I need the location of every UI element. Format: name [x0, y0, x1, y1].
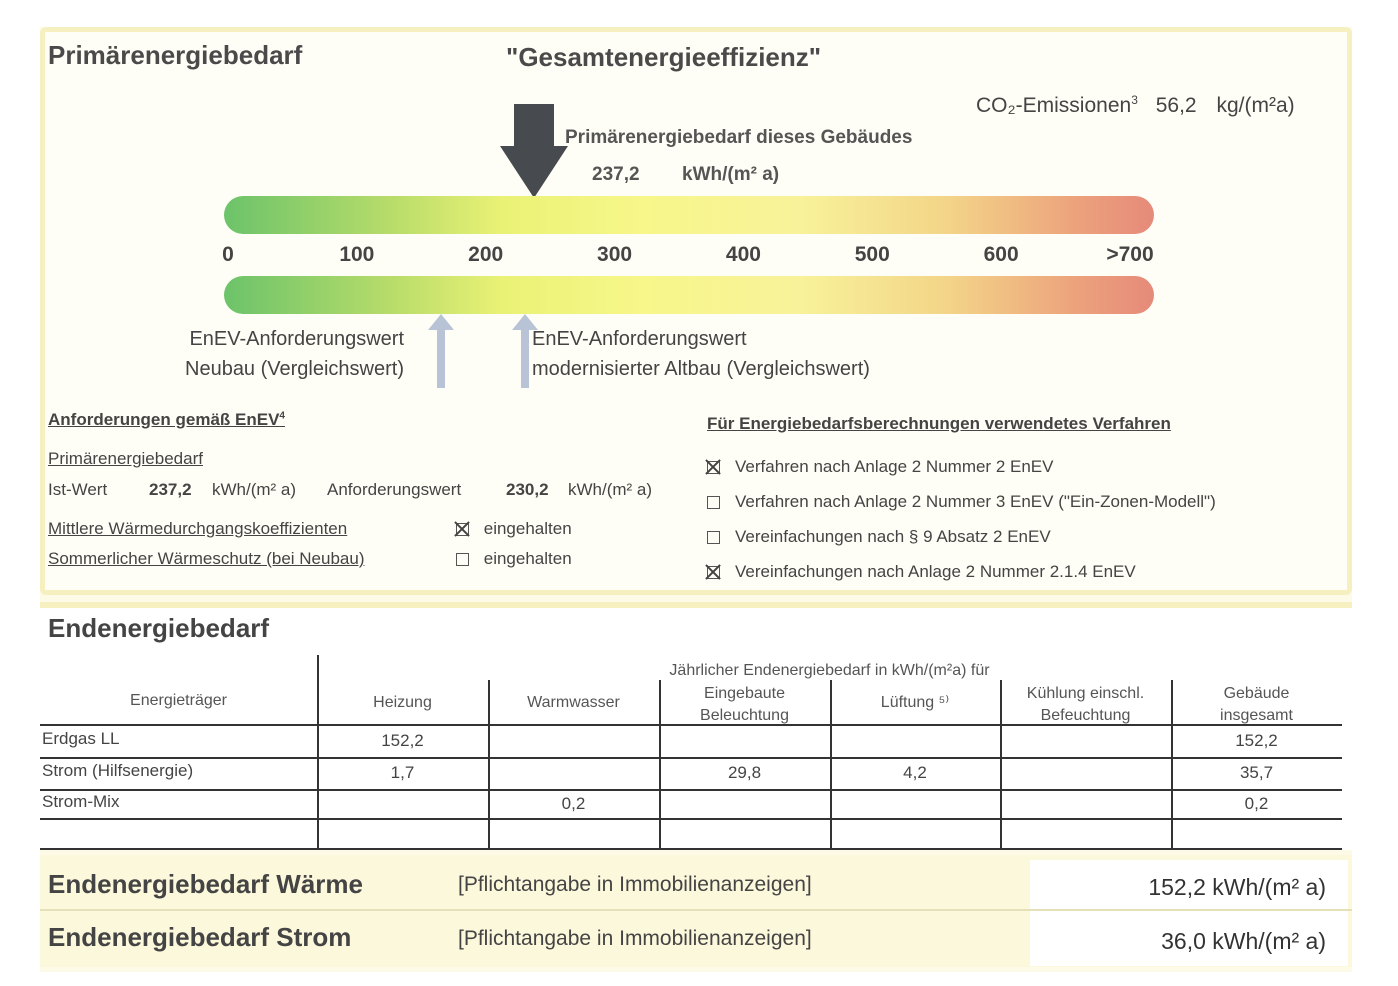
- column-header: Gebäude: [1223, 685, 1290, 702]
- building-marker-arrow-icon: [498, 104, 570, 200]
- requirement-value-label: Anforderungswert: [327, 480, 462, 499]
- table-cell: 152,2: [381, 731, 424, 750]
- requirements-footnote: 4: [279, 410, 285, 422]
- neubau-reference-arrow-icon: [427, 314, 455, 388]
- neubau-reference-line1: EnEV-Anforderungswert: [189, 328, 404, 350]
- table-cell: 35,7: [1239, 763, 1274, 782]
- ist-value: 237,2: [149, 480, 192, 499]
- final-energy-title: Endenergiebedarf: [48, 613, 270, 643]
- method-option: [707, 562, 1136, 582]
- table-row-border: [40, 757, 1342, 759]
- scale-tick-label: 100: [339, 243, 375, 266]
- table-row-border: [40, 724, 1342, 726]
- method-option-label: Verfahren nach Anlage 2 Nummer 3 EnEV ("Ein-Zonen-Modell"): [735, 492, 1216, 511]
- method-title: Für Energiebedarfsberechnungen verwendetes Verfahren: [707, 414, 1171, 433]
- neubau-reference-label: [104, 324, 404, 384]
- table-column-border: [488, 680, 490, 848]
- efficiency-subtitle: "Gesamtenergieeffizienz": [506, 42, 822, 72]
- summer-protection-status-text: eingehalten: [483, 549, 572, 568]
- requirements-subtitle: Primärenergiebedarf: [48, 449, 203, 468]
- scale-bar-top: [224, 196, 1154, 234]
- method-option-label: Vereinfachungen nach § 9 Absatz 2 EnEV: [735, 527, 1051, 546]
- co2-label: CO₂-Emissionen: [976, 94, 1132, 117]
- scale-tick-label: >700: [1106, 243, 1154, 266]
- primary-title: Primärenergiebedarf: [48, 40, 303, 70]
- column-header: Kühlung einschl.: [1026, 685, 1145, 702]
- method-option-checkbox[interactable]: [707, 531, 720, 544]
- table-cell-carrier: Strom-Mix: [42, 792, 120, 811]
- table-cell: 0,2: [1244, 794, 1269, 813]
- column-header: Eingebaute: [704, 685, 785, 702]
- method-option-checkbox[interactable]: [707, 461, 720, 474]
- co2-value: 56,2: [1155, 94, 1197, 117]
- column-header-line2: insgesamt: [1220, 707, 1293, 724]
- scale-tick-label: 600: [983, 243, 1019, 266]
- column-header-line2: Befeuchtung: [1040, 707, 1131, 724]
- altbau-reference-line1: EnEV-Anforderungswert: [532, 328, 747, 350]
- requirements-title-text: Anforderungen gemäß EnEV: [48, 410, 280, 429]
- heat-demand-value: 152,2 kWh/(m² a): [1148, 874, 1326, 900]
- method-option: [707, 527, 1051, 547]
- column-header-line2: Beleuchtung: [700, 707, 789, 724]
- scale-tick-label: 300: [597, 243, 633, 266]
- table-cell: 152,2: [1235, 731, 1278, 750]
- column-header: Warmwasser: [527, 694, 620, 711]
- summer-protection-checkbox[interactable]: [456, 553, 469, 566]
- neubau-reference-line2: Neubau (Vergleichswert): [185, 358, 404, 380]
- scale-tick-label: 400: [725, 243, 761, 266]
- co2-unit: kg/(m²a): [1216, 94, 1295, 117]
- table-row-border: [40, 818, 1342, 820]
- co2-footnote: 3: [1131, 93, 1138, 107]
- table-cell: 0,2: [561, 794, 586, 813]
- method-option-label: Vereinfachungen nach Anlage 2 Nummer 2.1.4 EnEV: [735, 562, 1136, 581]
- ist-value-label: Ist-Wert: [48, 480, 108, 499]
- summer-protection-label: Sommerlicher Wärmeschutz (bei Neubau): [48, 549, 365, 568]
- scale-tick-label: 0: [222, 243, 234, 266]
- method-option-label: Verfahren nach Anlage 2 Nummer 2 EnEV: [735, 457, 1054, 476]
- method-option-checkbox[interactable]: [707, 496, 720, 509]
- table-group-header: Jährlicher Endenergiebedarf in kWh/(m²a) für: [669, 662, 990, 679]
- column-header: Heizung: [373, 694, 432, 711]
- thermal-transmittance-status-text: eingehalten: [483, 519, 572, 538]
- electricity-demand-value: 36,0 kWh/(m² a): [1161, 928, 1326, 954]
- thermal-transmittance-status: [456, 519, 572, 539]
- table-column-border: [1000, 680, 1002, 848]
- column-header-energy-carrier: Energieträger: [130, 692, 227, 709]
- building-demand-unit: kWh/(m² a): [682, 164, 780, 185]
- building-demand-label: Primärenergiebedarf dieses Gebäudes: [565, 127, 913, 148]
- scale-bar-bottom: [224, 276, 1154, 314]
- heat-demand-note: [Pflichtangabe in Immobilienanzeigen]: [458, 873, 812, 896]
- scale-tick-label: 500: [854, 243, 890, 266]
- requirement-value: 230,2: [506, 480, 549, 499]
- requirement-value-unit: kWh/(m² a): [568, 480, 653, 499]
- method-option-checkbox[interactable]: [707, 566, 720, 579]
- table-column-border: [317, 655, 319, 848]
- requirements-title: [48, 410, 285, 430]
- summary-divider: [40, 909, 1352, 911]
- table-cell: 29,8: [727, 763, 762, 782]
- column-header: Lüftung ⁵⁾: [880, 694, 950, 711]
- table-row-border: [40, 848, 1342, 850]
- ist-value-unit: kWh/(m² a): [212, 480, 297, 499]
- scale-tick-label: 200: [468, 243, 504, 266]
- thermal-transmittance-checkbox[interactable]: [456, 523, 469, 536]
- table-cell: 1,7: [390, 763, 415, 782]
- thermal-transmittance-label: Mittlere Wärmedurchgangskoeffizienten: [48, 519, 348, 538]
- co2-emissions: [976, 93, 1295, 118]
- table-cell: 4,2: [903, 763, 927, 782]
- altbau-reference-line2: modernisierter Altbau (Vergleichswert): [532, 358, 870, 380]
- method-option: [707, 457, 1053, 477]
- electricity-demand-note: [Pflichtangabe in Immobilienanzeigen]: [458, 927, 812, 950]
- table-row-border: [40, 789, 1342, 791]
- electricity-demand-title: Endenergiebedarf Strom: [48, 922, 352, 952]
- heat-demand-title: Endenergiebedarf Wärme: [48, 869, 363, 899]
- building-demand-value: 237,2: [592, 164, 640, 185]
- table-cell-carrier: Erdgas LL: [42, 729, 120, 748]
- summer-protection-status: [456, 549, 572, 569]
- altbau-reference-label: [532, 324, 870, 384]
- table-cell-carrier: Strom (Hilfsenergie): [42, 761, 194, 780]
- method-option: [707, 492, 1216, 512]
